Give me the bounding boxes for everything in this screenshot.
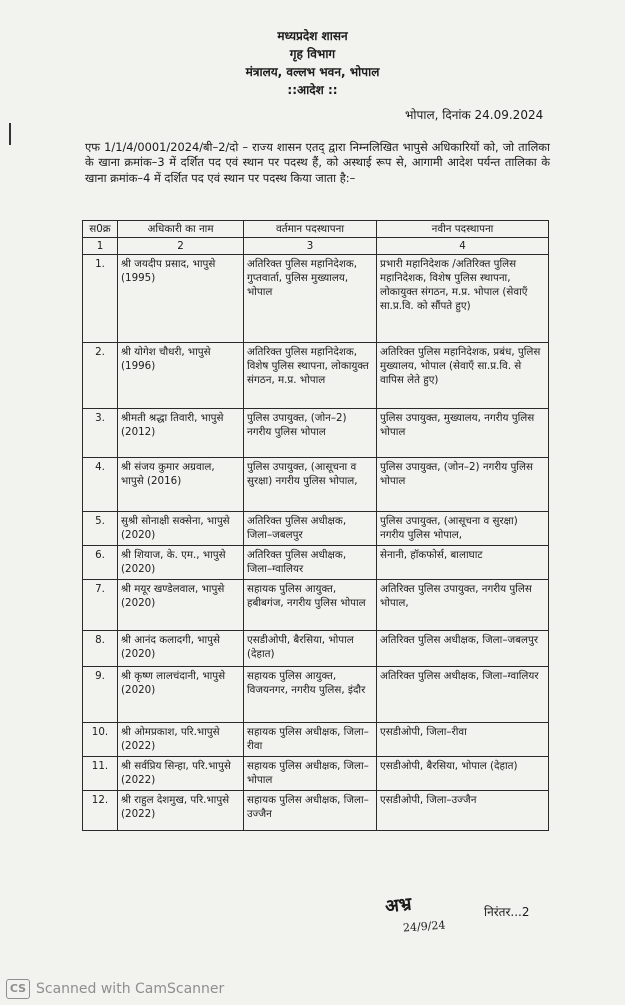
cell-sr: 9. — [83, 667, 118, 723]
cell-officer-name: श्री संजय कुमार अग्रवाल, भापुसे (2016) — [118, 458, 244, 512]
header-order: ::आदेश :: — [287, 83, 338, 97]
header-current: वर्तमान पदस्थापना — [244, 221, 377, 238]
cell-sr: 7. — [83, 580, 118, 631]
watermark — [6, 979, 224, 999]
cell-officer-name: श्री ओमप्रकाश, परि.भापुसे (2022) — [118, 723, 244, 757]
cell-current-posting: सहायक पुलिस अधीक्षक, जिला–उज्जैन — [244, 791, 377, 831]
cell-current-posting: सहायक पुलिस अधीक्षक, जिला–भोपाल — [244, 757, 377, 791]
cell-sr: 1. — [83, 255, 118, 343]
cell-sr: 5. — [83, 512, 118, 546]
cell-officer-name: श्री सर्वप्रिय सिन्हा, परि.भापुसे (2022) — [118, 757, 244, 791]
column-number-row — [83, 238, 549, 255]
header-name: अधिकारी का नाम — [118, 221, 244, 238]
cell-new-posting: अतिरिक्त पुलिस अधीक्षक, जिला–जबलपुर — [377, 631, 549, 667]
cell-new-posting: अतिरिक्त पुलिस उपायुक्त, नगरीय पुलिस भोपाल, — [377, 580, 549, 631]
table-row — [83, 255, 549, 343]
watermark-text: Scanned with CamScanner — [36, 981, 225, 997]
table-row — [83, 631, 549, 667]
cell-sr: 3. — [83, 409, 118, 458]
header-new: नवीन पदस्थापना — [377, 221, 549, 238]
cell-sr: 2. — [83, 343, 118, 409]
cell-sr: 12. — [83, 791, 118, 831]
cell-new-posting: अतिरिक्त पुलिस अधीक्षक, जिला–ग्वालियर — [377, 667, 549, 723]
cell-sr: 8. — [83, 631, 118, 667]
cell-new-posting: एसडीओपी, जिला–रीवा — [377, 723, 549, 757]
cell-officer-name: श्री मयूर खण्डेलवाल, भापुसे (2020) — [118, 580, 244, 631]
cell-new-posting: पुलिस उपायुक्त, (जोन–2) नगरीय पुलिस भोपाल — [377, 458, 549, 512]
order-paragraph: एफ 1/1/4/0001/2024/बी–2/दो – राज्य शासन एतद् द्वारा निम्नलिखित भापुसे अधिकारियों को, जो तालिका के खाना क्रमांक–3 में दर्शित पद एवं स्थान पर पदस्थ हैं, को अस्थाई रूप से, आगामी आदेश पर्यन्त तालिका के खाना क्रमांक–4 में दर्शित पद एवं स्थान पर पदस्थ किया जाता है:– — [85, 140, 550, 185]
cell-current-posting: सहायक पुलिस आयुक्त, विजयनगर, नगरीय पुलिस, इंदौर — [244, 667, 377, 723]
table-row — [83, 723, 549, 757]
cell-sr: 6. — [83, 546, 118, 580]
header-sr: स0क्र — [83, 221, 118, 238]
table-row — [83, 512, 549, 546]
cell-new-posting: सेनानी, हॉकफोर्स, बालाघाट — [377, 546, 549, 580]
table-header-row — [83, 221, 549, 238]
cell-officer-name: श्री आनंद कलादगी, भापुसे (2020) — [118, 631, 244, 667]
signature-date: 24/9/24 — [402, 918, 446, 935]
cell-officer-name: श्री योगेश चौधरी, भापुसे (1996) — [118, 343, 244, 409]
table-row — [83, 546, 549, 580]
cell-sr: 4. — [83, 458, 118, 512]
header-department: गृह विभाग — [289, 47, 336, 61]
margin-mark — [9, 123, 11, 145]
cell-current-posting: पुलिस उपायुक्त, (आसूचना व सुरक्षा) नगरीय पुलिस भोपाल, — [244, 458, 377, 512]
cell-current-posting: पुलिस उपायुक्त, (जोन–2) नगरीय पुलिस भोपाल — [244, 409, 377, 458]
table-row — [83, 757, 549, 791]
table-row — [83, 343, 549, 409]
cell-current-posting: सहायक पुलिस अधीक्षक, जिला–रीवा — [244, 723, 377, 757]
cell-new-posting: पुलिस उपायुक्त, मुख्यालय, नगरीय पुलिस भोपाल — [377, 409, 549, 458]
cell-officer-name: सुश्री सोनाक्षी सक्सेना, भापुसे (2020) — [118, 512, 244, 546]
table-row — [83, 667, 549, 723]
table-row — [83, 458, 549, 512]
table-row — [83, 409, 549, 458]
cell-sr: 11. — [83, 757, 118, 791]
table-row — [83, 791, 549, 831]
officers-table — [82, 220, 549, 831]
cell-current-posting: सहायक पुलिस आयुक्त, हबीबगंज, नगरीय पुलिस भोपाल — [244, 580, 377, 631]
cell-current-posting: अतिरिक्त पुलिस अधीक्षक, जिला–जबलपुर — [244, 512, 377, 546]
column-number: 2 — [118, 238, 244, 255]
cell-officer-name: श्री जयदीप प्रसाद, भापुसे (1995) — [118, 255, 244, 343]
table-row — [83, 580, 549, 631]
cell-officer-name: श्री कृष्ण लालचंदानी, भापुसे (2020) — [118, 667, 244, 723]
cell-officer-name: श्रीमती श्रद्धा तिवारी, भापुसे (2012) — [118, 409, 244, 458]
cell-current-posting: अतिरिक्त पुलिस महानिदेशक, गुप्तवार्ता, पुलिस मुख्यालय, भोपाल — [244, 255, 377, 343]
camscanner-logo-icon: CS — [6, 979, 30, 999]
continued-note: निरंतर...2 — [484, 905, 530, 919]
cell-new-posting: प्रभारी महानिदेशक /अतिरिक्त पुलिस महानिदेशक, विशेष पुलिस स्थापना, लोकायुक्त संगठन, म.प्र. भोपाल (सेवाएँ सा.प्र.वि. को सौंपते हुए) — [377, 255, 549, 343]
header-govt: मध्यप्रदेश शासन — [277, 29, 348, 43]
column-number: 1 — [83, 238, 118, 255]
column-number: 3 — [244, 238, 377, 255]
column-number: 4 — [377, 238, 549, 255]
cell-officer-name: श्री शियाज, के. एम., भापुसे (2020) — [118, 546, 244, 580]
cell-new-posting: पुलिस उपायुक्त, (आसूचना व सुरक्षा) नगरीय पुलिस भोपाल, — [377, 512, 549, 546]
cell-sr: 10. — [83, 723, 118, 757]
cell-current-posting: अतिरिक्त पुलिस अधीक्षक, जिला–ग्वालियर — [244, 546, 377, 580]
cell-new-posting: अतिरिक्त पुलिस महानिदेशक, प्रबंध, पुलिस मुख्यालय, भोपाल (सेवाएँ सा.प्र.वि. से वापिस लेते हुए) — [377, 343, 549, 409]
cell-new-posting: एसडीओपी, जिला–उज्जैन — [377, 791, 549, 831]
cell-officer-name: श्री राहुल देशमुख, परि.भापुसे (2022) — [118, 791, 244, 831]
signature: अभ्र — [384, 893, 413, 918]
dateline: भोपाल, दिनांक 24.09.2024 — [405, 108, 544, 122]
header-address: मंत्रालय, वल्लभ भवन, भोपाल — [245, 65, 380, 79]
cell-new-posting: एसडीओपी, बैरसिया, भोपाल (देहात) — [377, 757, 549, 791]
cell-current-posting: एसडीओपी, बैरसिया, भोपाल (देहात) — [244, 631, 377, 667]
cell-current-posting: अतिरिक्त पुलिस महानिदेशक, विशेष पुलिस स्थापना, लोकायुक्त संगठन, म.प्र. भोपाल — [244, 343, 377, 409]
